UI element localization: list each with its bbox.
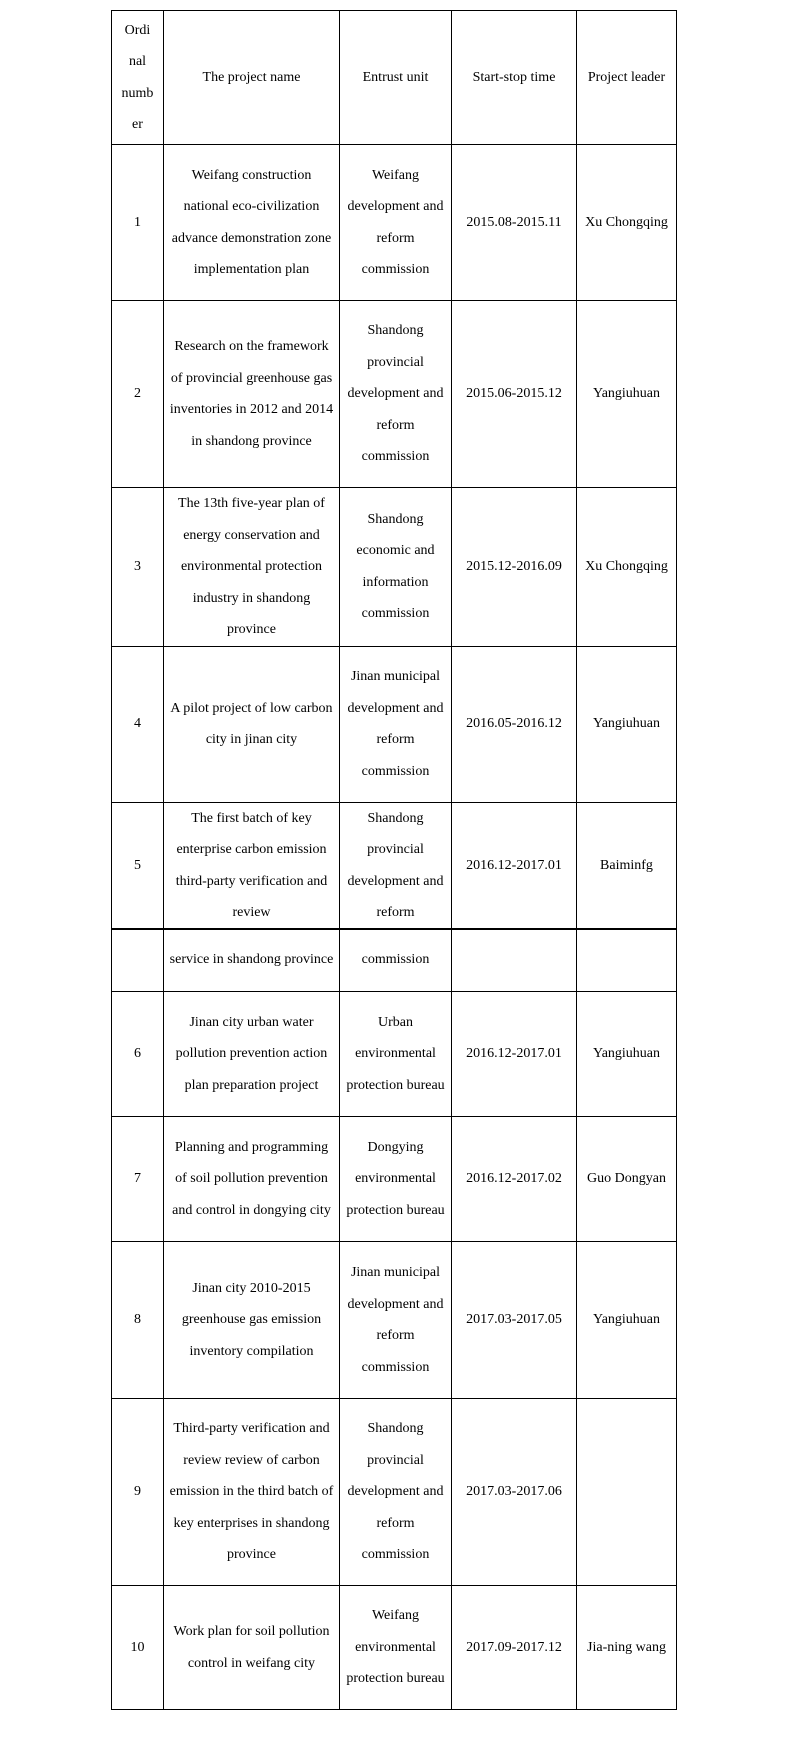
entrust-unit-cell: Shandong provincial development and reform commission bbox=[340, 1399, 452, 1586]
table-row bbox=[112, 488, 677, 647]
project-name-cell: Jinan city 2010-2015 greenhouse gas emission inventory compilation bbox=[164, 1242, 340, 1399]
entrust-unit-cell: Jinan municipal development and reform commission bbox=[340, 1242, 452, 1399]
time-cell: 2017.03-2017.05 bbox=[452, 1242, 577, 1399]
entrust-unit-cell: Shandong provincial development and reform commission bbox=[340, 301, 452, 488]
time-cell: 2017.03-2017.06 bbox=[452, 1399, 577, 1586]
leader-cell: Xu Chongqing bbox=[577, 488, 677, 647]
ordinal-cell: 9 bbox=[112, 1399, 164, 1586]
ordinal-cell: 1 bbox=[112, 145, 164, 301]
table-header-row bbox=[112, 11, 677, 145]
time-cell: 2016.12-2017.02 bbox=[452, 1117, 577, 1242]
header-project-leader: Project leader bbox=[577, 11, 677, 145]
table-row bbox=[112, 646, 677, 802]
project-name-cell: Research on the framework of provincial greenhouse gas inventories in 2012 and 2014 in shandong province bbox=[164, 301, 340, 488]
project-name-cell: The first batch of key enterprise carbon emission third-party verification and review bbox=[164, 802, 340, 929]
leader-cell: Jia-ning wang bbox=[577, 1586, 677, 1710]
leader-cell: Yangiuhuan bbox=[577, 301, 677, 488]
entrust-unit-cell: Shandong provincial development and reform bbox=[340, 802, 452, 929]
leader-cell: Xu Chongqing bbox=[577, 145, 677, 301]
ordinal-cell: 8 bbox=[112, 1242, 164, 1399]
leader-cell bbox=[577, 929, 677, 992]
time-cell: 2015.06-2015.12 bbox=[452, 301, 577, 488]
time-cell: 2016.12-2017.01 bbox=[452, 992, 577, 1117]
time-cell: 2017.09-2017.12 bbox=[452, 1586, 577, 1710]
project-table-continued bbox=[111, 928, 677, 1710]
table-row bbox=[112, 992, 677, 1117]
project-name-cell: A pilot project of low carbon city in jinan city bbox=[164, 646, 340, 802]
entrust-unit-cell: commission bbox=[340, 929, 452, 992]
project-name-cell: Work plan for soil pollution control in weifang city bbox=[164, 1586, 340, 1710]
project-name-cell: Third-party verification and review review of carbon emission in the third batch of key enterprises in shandong province bbox=[164, 1399, 340, 1586]
project-name-cell: The 13th five-year plan of energy conservation and environmental protection industry in shandong province bbox=[164, 488, 340, 647]
project-name-cell: Weifang construction national eco-civilization advance demonstration zone implementation plan bbox=[164, 145, 340, 301]
entrust-unit-cell: Jinan municipal development and reform commission bbox=[340, 646, 452, 802]
ordinal-cell bbox=[112, 929, 164, 992]
header-project-name: The project name bbox=[164, 11, 340, 145]
entrust-unit-cell: Urban environmental protection bureau bbox=[340, 992, 452, 1117]
time-cell: 2016.12-2017.01 bbox=[452, 802, 577, 929]
project-name-cell: Jinan city urban water pollution prevention action plan preparation project bbox=[164, 992, 340, 1117]
table-row bbox=[112, 145, 677, 301]
table-row-continuation bbox=[112, 929, 677, 992]
time-cell: 2016.05-2016.12 bbox=[452, 646, 577, 802]
table-row bbox=[112, 1586, 677, 1710]
leader-cell: Yangiuhuan bbox=[577, 1242, 677, 1399]
header-entrust-unit: Entrust unit bbox=[340, 11, 452, 145]
table-row bbox=[112, 802, 677, 929]
leader-cell: Baiminfg bbox=[577, 802, 677, 929]
table-row bbox=[112, 1117, 677, 1242]
ordinal-cell: 10 bbox=[112, 1586, 164, 1710]
table-row bbox=[112, 1399, 677, 1586]
project-name-cell: service in shandong province bbox=[164, 929, 340, 992]
leader-cell bbox=[577, 1399, 677, 1586]
time-cell: 2015.08-2015.11 bbox=[452, 145, 577, 301]
project-name-cell: Planning and programming of soil pollution prevention and control in dongying city bbox=[164, 1117, 340, 1242]
table-row bbox=[112, 1242, 677, 1399]
leader-cell: Yangiuhuan bbox=[577, 992, 677, 1117]
time-cell: 2015.12-2016.09 bbox=[452, 488, 577, 647]
entrust-unit-cell: Weifang development and reform commission bbox=[340, 145, 452, 301]
ordinal-cell: 5 bbox=[112, 802, 164, 929]
header-start-stop-time: Start-stop time bbox=[452, 11, 577, 145]
leader-cell: Yangiuhuan bbox=[577, 646, 677, 802]
project-table bbox=[111, 10, 677, 930]
header-ordinal: Ordi nal numb er bbox=[112, 11, 164, 145]
entrust-unit-cell: Dongying environmental protection bureau bbox=[340, 1117, 452, 1242]
leader-cell: Guo Dongyan bbox=[577, 1117, 677, 1242]
ordinal-cell: 6 bbox=[112, 992, 164, 1117]
ordinal-cell: 2 bbox=[112, 301, 164, 488]
ordinal-cell: 7 bbox=[112, 1117, 164, 1242]
ordinal-cell: 3 bbox=[112, 488, 164, 647]
ordinal-cell: 4 bbox=[112, 646, 164, 802]
table-row bbox=[112, 301, 677, 488]
entrust-unit-cell: Shandong economic and information commission bbox=[340, 488, 452, 647]
entrust-unit-cell: Weifang environmental protection bureau bbox=[340, 1586, 452, 1710]
time-cell bbox=[452, 929, 577, 992]
